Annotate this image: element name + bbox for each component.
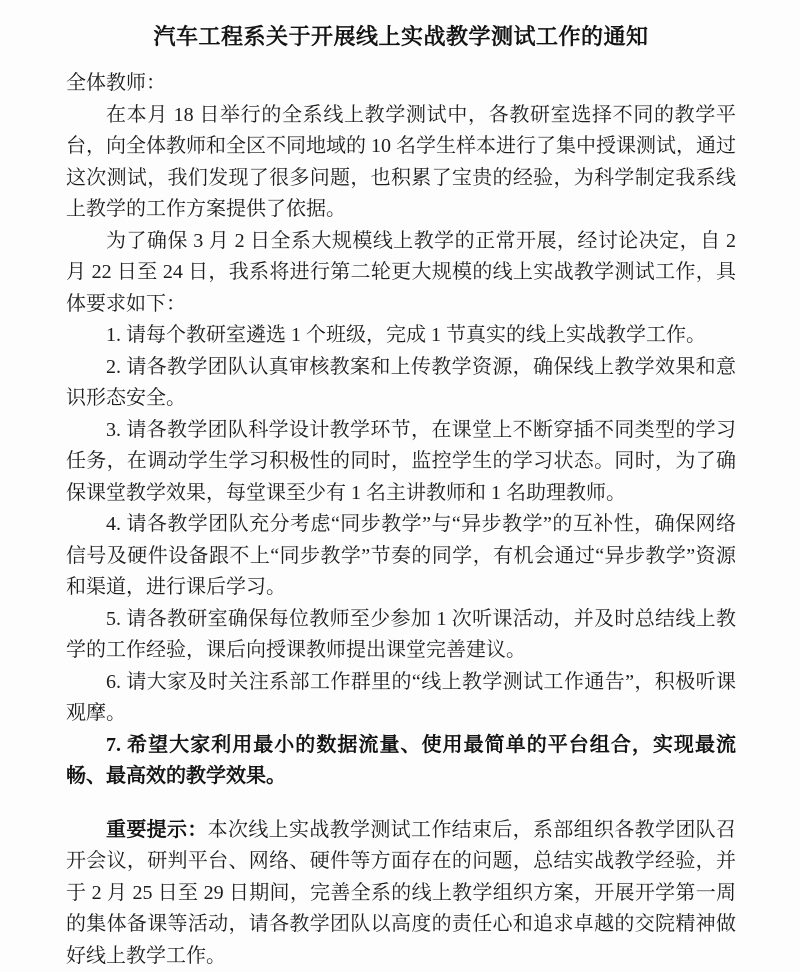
notice-lead: 重要提示： [106, 819, 208, 841]
notice-paragraph [66, 815, 736, 972]
list-item-4: 4. 请各教学团队充分考虑“同步教学”与“异步教学”的互补性，确保网络信号及硬件设备跟不上“同步教学”节奏的同学，有机会通过“异步教学”资源和渠道，进行课后学习。 [66, 509, 736, 604]
list-item-1: 1. 请每个教研室遴选 1 个班级，完成 1 节真实的线上实战教学工作。 [66, 320, 736, 352]
list-item-3: 3. 请各教学团队科学设计教学环节，在课堂上不断穿插不同类型的学习任务，在调动学生学习积极性的同时，监控学生的学习状态。同时，为了确保课堂教学效果，每堂课至少有 1 名主讲教师和 1 名助理教师。 [66, 415, 736, 510]
paragraph-spacer [66, 793, 736, 815]
list-item-7: 7. 希望大家利用最小的数据流量、使用最简单的平台组合，实现最流畅、最高效的教学效果。 [66, 730, 736, 793]
document-title: 汽车工程系关于开展线上实战教学测试工作的通知 [66, 22, 736, 52]
list-item-2: 2. 请各教学团队认真审核教案和上传教学资源，确保线上教学效果和意识形态安全。 [66, 352, 736, 415]
list-item-6: 6. 请大家及时关注系部工作群里的“线上教学测试工作通告”，积极听课观摩。 [66, 667, 736, 730]
paragraph-intro: 在本月 18 日举行的全系线上教学测试中，各教研室选择不同的教学平台，向全体教师和全区不同地域的 10 名学生样本进行了集中授课测试，通过这次测试，我们发现了很多问题，也积累了宝贵的经验，为科学制定我系线上教学的工作方案提供了依据。 [66, 100, 736, 226]
salutation: 全体教师： [66, 68, 736, 100]
document-body [66, 68, 736, 972]
notice-text: 本次线上实战教学测试工作结束后，系部组织各教学团队召开会议，研判平台、网络、硬件等方面存在的问题，总结实战教学经验，并于 2 月 25 日至 29 日期间，完善全系的线上教学组织方案，开展开学第一周的集体备课等活动，请各教学团队以高度的责任心和追求卓越的交院精神做好线上教学工作。 [66, 819, 736, 967]
list-item-5: 5. 请各教研室确保每位教师至少参加 1 次听课活动，并及时总结线上教学的工作经验，课后向授课教师提出课堂完善建议。 [66, 604, 736, 667]
paragraph-plan: 为了确保 3 月 2 日全系大规模线上教学的正常开展，经讨论决定，自 2 月 22 日至 24 日，我系将进行第二轮更大规模的线上实战教学测试工作，具体要求如下： [66, 226, 736, 321]
